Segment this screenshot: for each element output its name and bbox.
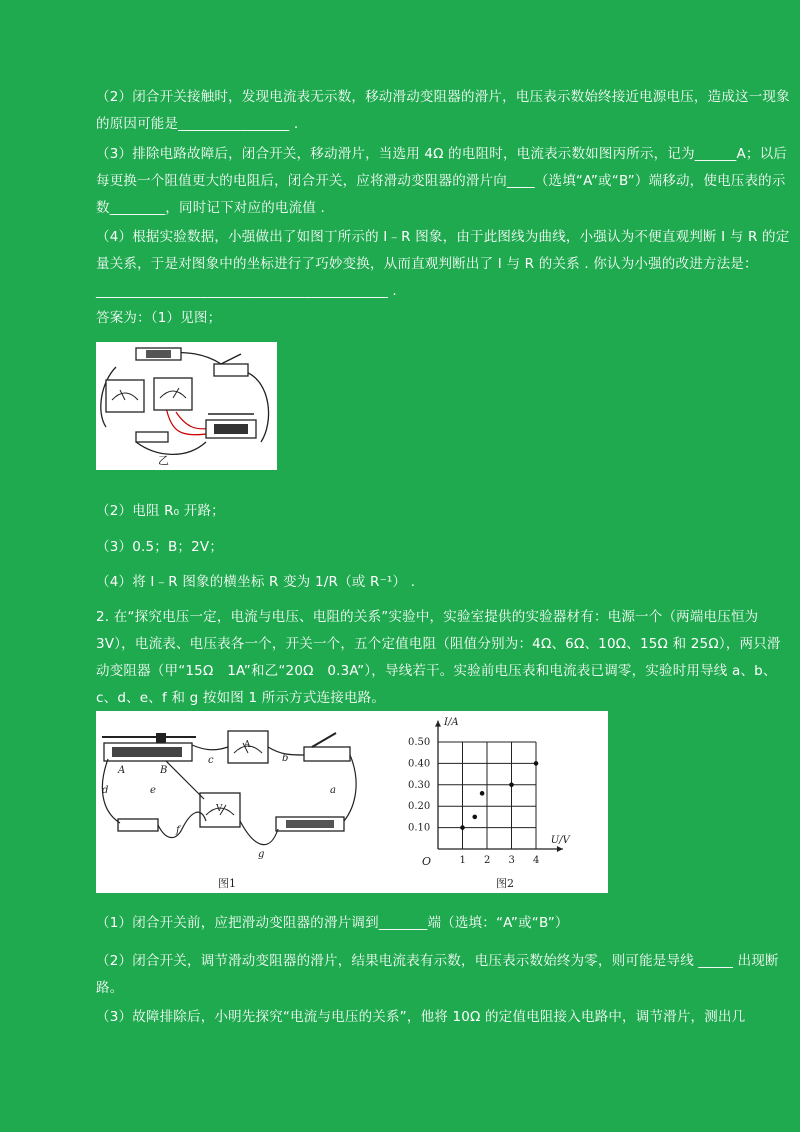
- label-wire-d: d: [102, 785, 109, 796]
- data-point: [472, 815, 477, 820]
- data-point: [534, 761, 539, 766]
- y-tick-label: 0.30: [408, 779, 431, 791]
- question-2-part-2: （2）闭合开关，调节滑动变阻器的滑片，结果电流表有示数，电压表示数始终为零，则可能是导线 _____ 出现断路。: [96, 953, 779, 996]
- answer-part-3: （3）0.5；B；2V；: [96, 539, 224, 555]
- y-axis-arrow: [435, 721, 441, 727]
- x-tick-label: 3: [508, 855, 515, 866]
- question-2-figures: [96, 711, 608, 893]
- label-wire-c: c: [208, 755, 214, 766]
- label-wire-f: f: [176, 825, 180, 836]
- label-wire-g: g: [258, 849, 265, 860]
- label-wire-e: e: [150, 785, 156, 796]
- label-terminal-a: A: [118, 765, 126, 776]
- answer-part-2: （2）电阻 R₀ 开路；: [96, 503, 225, 519]
- x-tick-label: 4: [533, 855, 540, 866]
- figure-2-label: 图2: [496, 877, 514, 890]
- origin-label: O: [422, 855, 432, 868]
- question-1-part-4: （4）根据实验数据，小强做出了如图丁所示的 I﹣R 图象，由于此图线为曲线，小强认为不便直观判断 I 与 R 的定量关系，于是对图象中的坐标进行了巧妙变换，从而直观判断出了 I 与 R 的关系 . 你认为小强的改进方法是：__________________________________________ .: [96, 229, 790, 299]
- question-1-part-3: （3）排除电路故障后，闭合开关，移动滑片，当选用 4Ω 的电阻时，电流表示数如图丙所示，记为______A；以后每更换一个阻值更大的电阻后，闭合开关，应将滑动变阻器的滑片向____（选填“A”或“B”）端移动，使电压表的示数________，同时记下对应的电流值 .: [96, 146, 788, 216]
- voltmeter-label: V: [216, 804, 223, 814]
- ammeter-label: A: [244, 740, 251, 750]
- question-2-part-1: （1）闭合开关前，应把滑动变阻器的滑片调到_______端（选填：“A”或“B”）: [96, 915, 569, 931]
- y-tick-label: 0.40: [408, 758, 431, 770]
- x-tick-label: 1: [459, 855, 466, 866]
- data-point: [460, 825, 465, 830]
- y-tick-label: 0.20: [408, 801, 431, 813]
- answer-part-4: （4）将 I﹣R 图象的横坐标 R 变为 1/R（或 R⁻¹） .: [96, 574, 416, 590]
- figure-2-chart: [408, 717, 571, 868]
- data-point: [509, 783, 514, 788]
- label-wire-b: b: [282, 753, 289, 764]
- label-terminal-b: B: [160, 765, 168, 776]
- x-axis-label: U/V: [550, 835, 570, 846]
- figure-1-label: 图1: [218, 877, 236, 890]
- answer-figure-label: 乙: [158, 454, 169, 467]
- y-axis-label: I/A: [444, 716, 459, 728]
- question-2-part-3: （3）故障排除后，小明先探究“电流与电压的关系”，他将 10Ω 的定值电阻接入电路中，调节滑片，测出几: [96, 1009, 746, 1025]
- y-tick-label: 0.10: [408, 822, 431, 834]
- data-point: [480, 791, 485, 796]
- question-2-stem: 2. 在“探究电压一定，电流与电压、电阻的关系”实验中，实验室提供的实验器材有：电源一个（两端电压恒为 3V），电流表、电压表各一个，开关一个，五个定值电阻（阻值分别为：4Ω、6Ω、10Ω、15Ω 和 25Ω），两只滑动变阻器（甲“15Ω 1A”和乙“20Ω 0.3A”），导线若干。实验前电压表和电流表已调零，实验时用导线 a、b、c、d、e、f 和 g 按如图 1 所示方式连接电路。: [96, 609, 781, 706]
- answer-intro: 答案为：（1）见图；: [96, 310, 222, 326]
- x-tick-label: 2: [484, 855, 491, 866]
- question-1-part-2: （2）闭合开关接触时，发现电流表无示数，移动滑动变阻器的滑片，电压表示数始终接近电源电压，造成这一现象的原因可能是________________ .: [96, 89, 790, 132]
- x-axis-arrow: [557, 846, 563, 852]
- answer-circuit-figure: [96, 342, 277, 470]
- label-wire-a: a: [330, 785, 336, 796]
- y-tick-label: 0.50: [408, 737, 431, 748]
- figure-1-circuit: [102, 731, 356, 890]
